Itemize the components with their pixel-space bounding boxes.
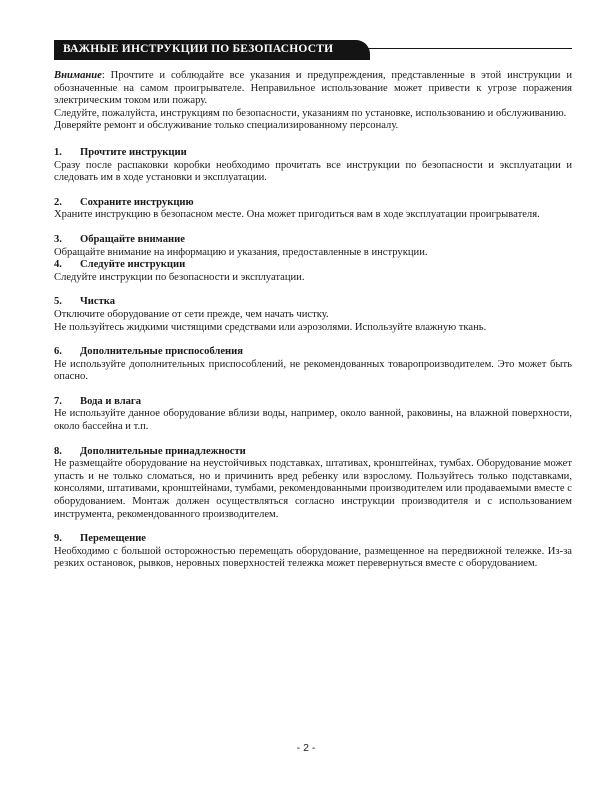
section-header-banner [54,40,370,60]
section-number: 6. [54,346,62,358]
section-heading [54,147,572,160]
section-text: Отключите оборудование от сети прежде, чем начать чистку. [54,308,329,320]
intro-paragraph: Следуйте, пожалуйста, инструкциям по безопасности, указаниям по установке, использованию и обслуживанию. [54,107,567,119]
section-title: Следуйте инструкции [80,259,186,271]
section-water-moisture [54,396,572,434]
section-number: 8. [54,445,62,457]
section-follow-instructions [54,259,572,284]
section-title: Вода и влага [80,395,142,407]
section-heading [54,296,572,309]
section-heading [54,346,572,359]
section-number: 1. [54,146,62,158]
page-content [54,70,572,571]
section-heading [54,533,572,546]
section-cleaning [54,296,572,334]
attention-paragraph [54,70,572,108]
section-heading [54,197,572,210]
section-number: 2. [54,196,62,208]
section-title: Обращайте внимание [80,233,185,245]
section-title: Дополнительные принадлежности [80,445,246,457]
section-text: Необходимо с большой осторожностью перемещать оборудование, размещенное на передвижной тележке. Из-за резких остановок, рывков, неровных поверхностей тележка может перевернуться вместе с оборудованием. [54,545,572,570]
section-text: Не пользуйтесь жидкими чистящими средствами или аэрозолями. Используйте влажную ткань. [54,321,487,333]
section-number: 3. [54,233,62,245]
section-text: Храните инструкцию в безопасном месте. Она может пригодиться вам в ходе эксплуатации проигрывателя. [54,209,540,221]
section-number: 9. [54,533,62,545]
attention-label: Внимание [54,70,102,81]
section-keep-instructions [54,197,572,222]
intro-block [54,70,572,133]
section-accessories [54,446,572,522]
intro-paragraph: Доверяйте ремонт и обслуживание только специализированному персоналу. [54,120,399,132]
section-attachments [54,346,572,384]
section-pay-attention [54,234,572,259]
section-title: Прочтите инструкции [80,146,187,158]
page-number: - 2 - [296,742,316,754]
section-text: Не используйте данное оборудование вблизи воды, например, около ванной, раковины, на влажной поверхности, около бассейна и т.п. [54,408,572,433]
section-text: Не размещайте оборудование на неустойчивых подставках, штативах, кронштейнах, тумбах. Оборудование может упасть и не только сломаться, но и причинить вред ребенку или взрослому. Пользуйтесь только подставками, консолями, штативами, кронштейнами, тумбами, рекомендованными производителем или продаваемыми вместе с оборудованием. Монтаж должен осуществляться согласно инструкции производителя и с использованием инструмента, рекомендованного производителем. [54,458,572,520]
section-text: Не используйте дополнительных приспособлений, не рекомендованных товаропроизводителем. Это может быть опасно. [54,358,572,383]
section-number: 7. [54,395,62,407]
section-heading [54,234,572,247]
section-heading [54,396,572,409]
section-heading [54,446,572,459]
section-title: Перемещение [80,533,147,545]
section-text: Обращайте внимание на информацию и указания, предоставленные в инструкции. [54,246,428,258]
section-number: 4. [54,259,62,271]
section-title: Дополнительные приспособления [80,346,243,358]
attention-text: : Прочтите и соблюдайте все указания и предупреждения, представленные в этой инструкции и обозначенные на самом проигрывателе. Неправильное использование может привести к угрозе поражения электрическим током или пожару. [54,70,572,107]
header-divider [360,48,572,49]
section-number: 5. [54,296,62,308]
section-moving [54,533,572,571]
page-title: ВАЖНЫЕ ИНСТРУКЦИИ ПО БЕЗОПАСНОСТИ [63,43,334,55]
section-heading [54,259,572,272]
section-title: Сохраните инструкцию [80,196,194,208]
section-title: Чистка [80,296,116,308]
section-read-instructions [54,147,572,185]
section-text: Следуйте инструкции по безопасности и эксплуатации. [54,271,305,283]
section-text: Сразу после распаковки коробки необходимо прочитать все инструкции по безопасности и эксплуатации и следовать им в ходе установки и эксплуатации. [54,159,572,184]
